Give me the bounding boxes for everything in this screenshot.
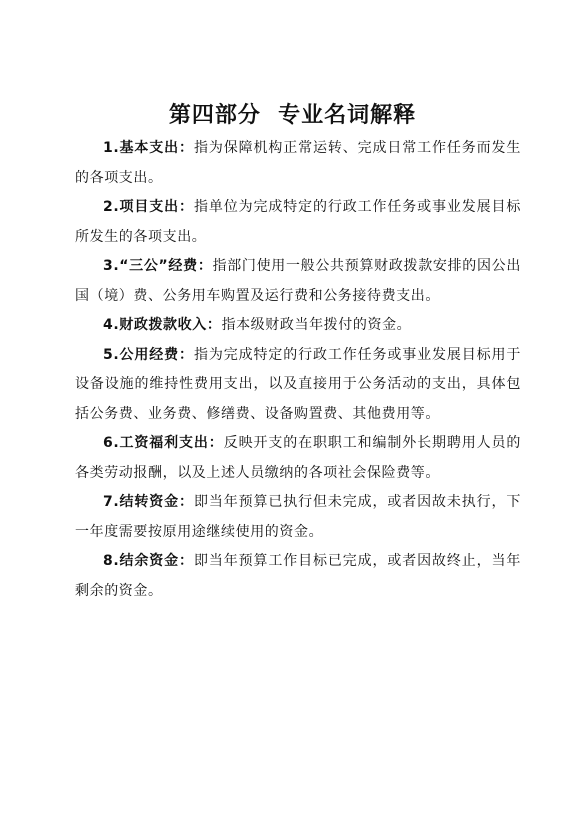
definitions-list bbox=[75, 134, 521, 606]
definition-paragraph bbox=[75, 488, 521, 547]
definition-term: 1.基本支出： bbox=[103, 140, 194, 156]
definition-term: 3.“三公”经费： bbox=[103, 258, 213, 274]
definition-text: 指为完成特定的行政工作任务或事业发展目标用于设备设施的维持性费用支出，以及直接用于公务活动的支出，具体包括公务费、业务费、修缮费、设备购置费、其他费用等。 bbox=[75, 346, 521, 422]
definition-term: 5.公用经费： bbox=[103, 346, 194, 363]
definition-text: 反映开支的在职职工和编制外长期聘用人员的各类劳动报酬，以及上述人员缴纳的各项社会保险费等。 bbox=[75, 435, 522, 481]
definition-paragraph bbox=[75, 429, 521, 488]
page-title: 第四部分 专业名词解释 bbox=[168, 103, 417, 128]
definition-term: 2.项目支出： bbox=[103, 199, 194, 215]
definition-term: 4.财政拨款收入： bbox=[103, 317, 222, 333]
definition-text: 即当年预算已执行但未完成，或者因故未执行，下一年度需要按原用途继续使用的资金。 bbox=[75, 494, 521, 540]
definition-text: 指本级财政当年拨付的资金。 bbox=[221, 317, 412, 333]
definition-text: 指部门使用一般公共预算财政拨款安排的因公出国（境）费、公务用车购置及运行费和公务接待费支出。 bbox=[75, 258, 521, 304]
definition-paragraph bbox=[75, 193, 521, 252]
definition-term: 6.工资福利支出： bbox=[103, 435, 224, 451]
definition-text: 指为保障机构正常运转、完成日常工作任务而发生的各项支出。 bbox=[75, 140, 521, 186]
definition-text: 指单位为完成特定的行政工作任务或事业发展目标所发生的各项支出。 bbox=[75, 199, 521, 245]
definition-text: 即当年预算工作目标已完成，或者因故终止，当年剩余的资金。 bbox=[75, 553, 521, 599]
definition-paragraph bbox=[75, 134, 521, 193]
definition-paragraph bbox=[75, 547, 521, 606]
definition-paragraph bbox=[75, 252, 521, 311]
definition-term: 7.结转资金： bbox=[103, 494, 194, 510]
definition-term: 8.结余资金： bbox=[103, 553, 194, 569]
definition-paragraph bbox=[75, 311, 521, 341]
definition-paragraph bbox=[75, 341, 521, 430]
